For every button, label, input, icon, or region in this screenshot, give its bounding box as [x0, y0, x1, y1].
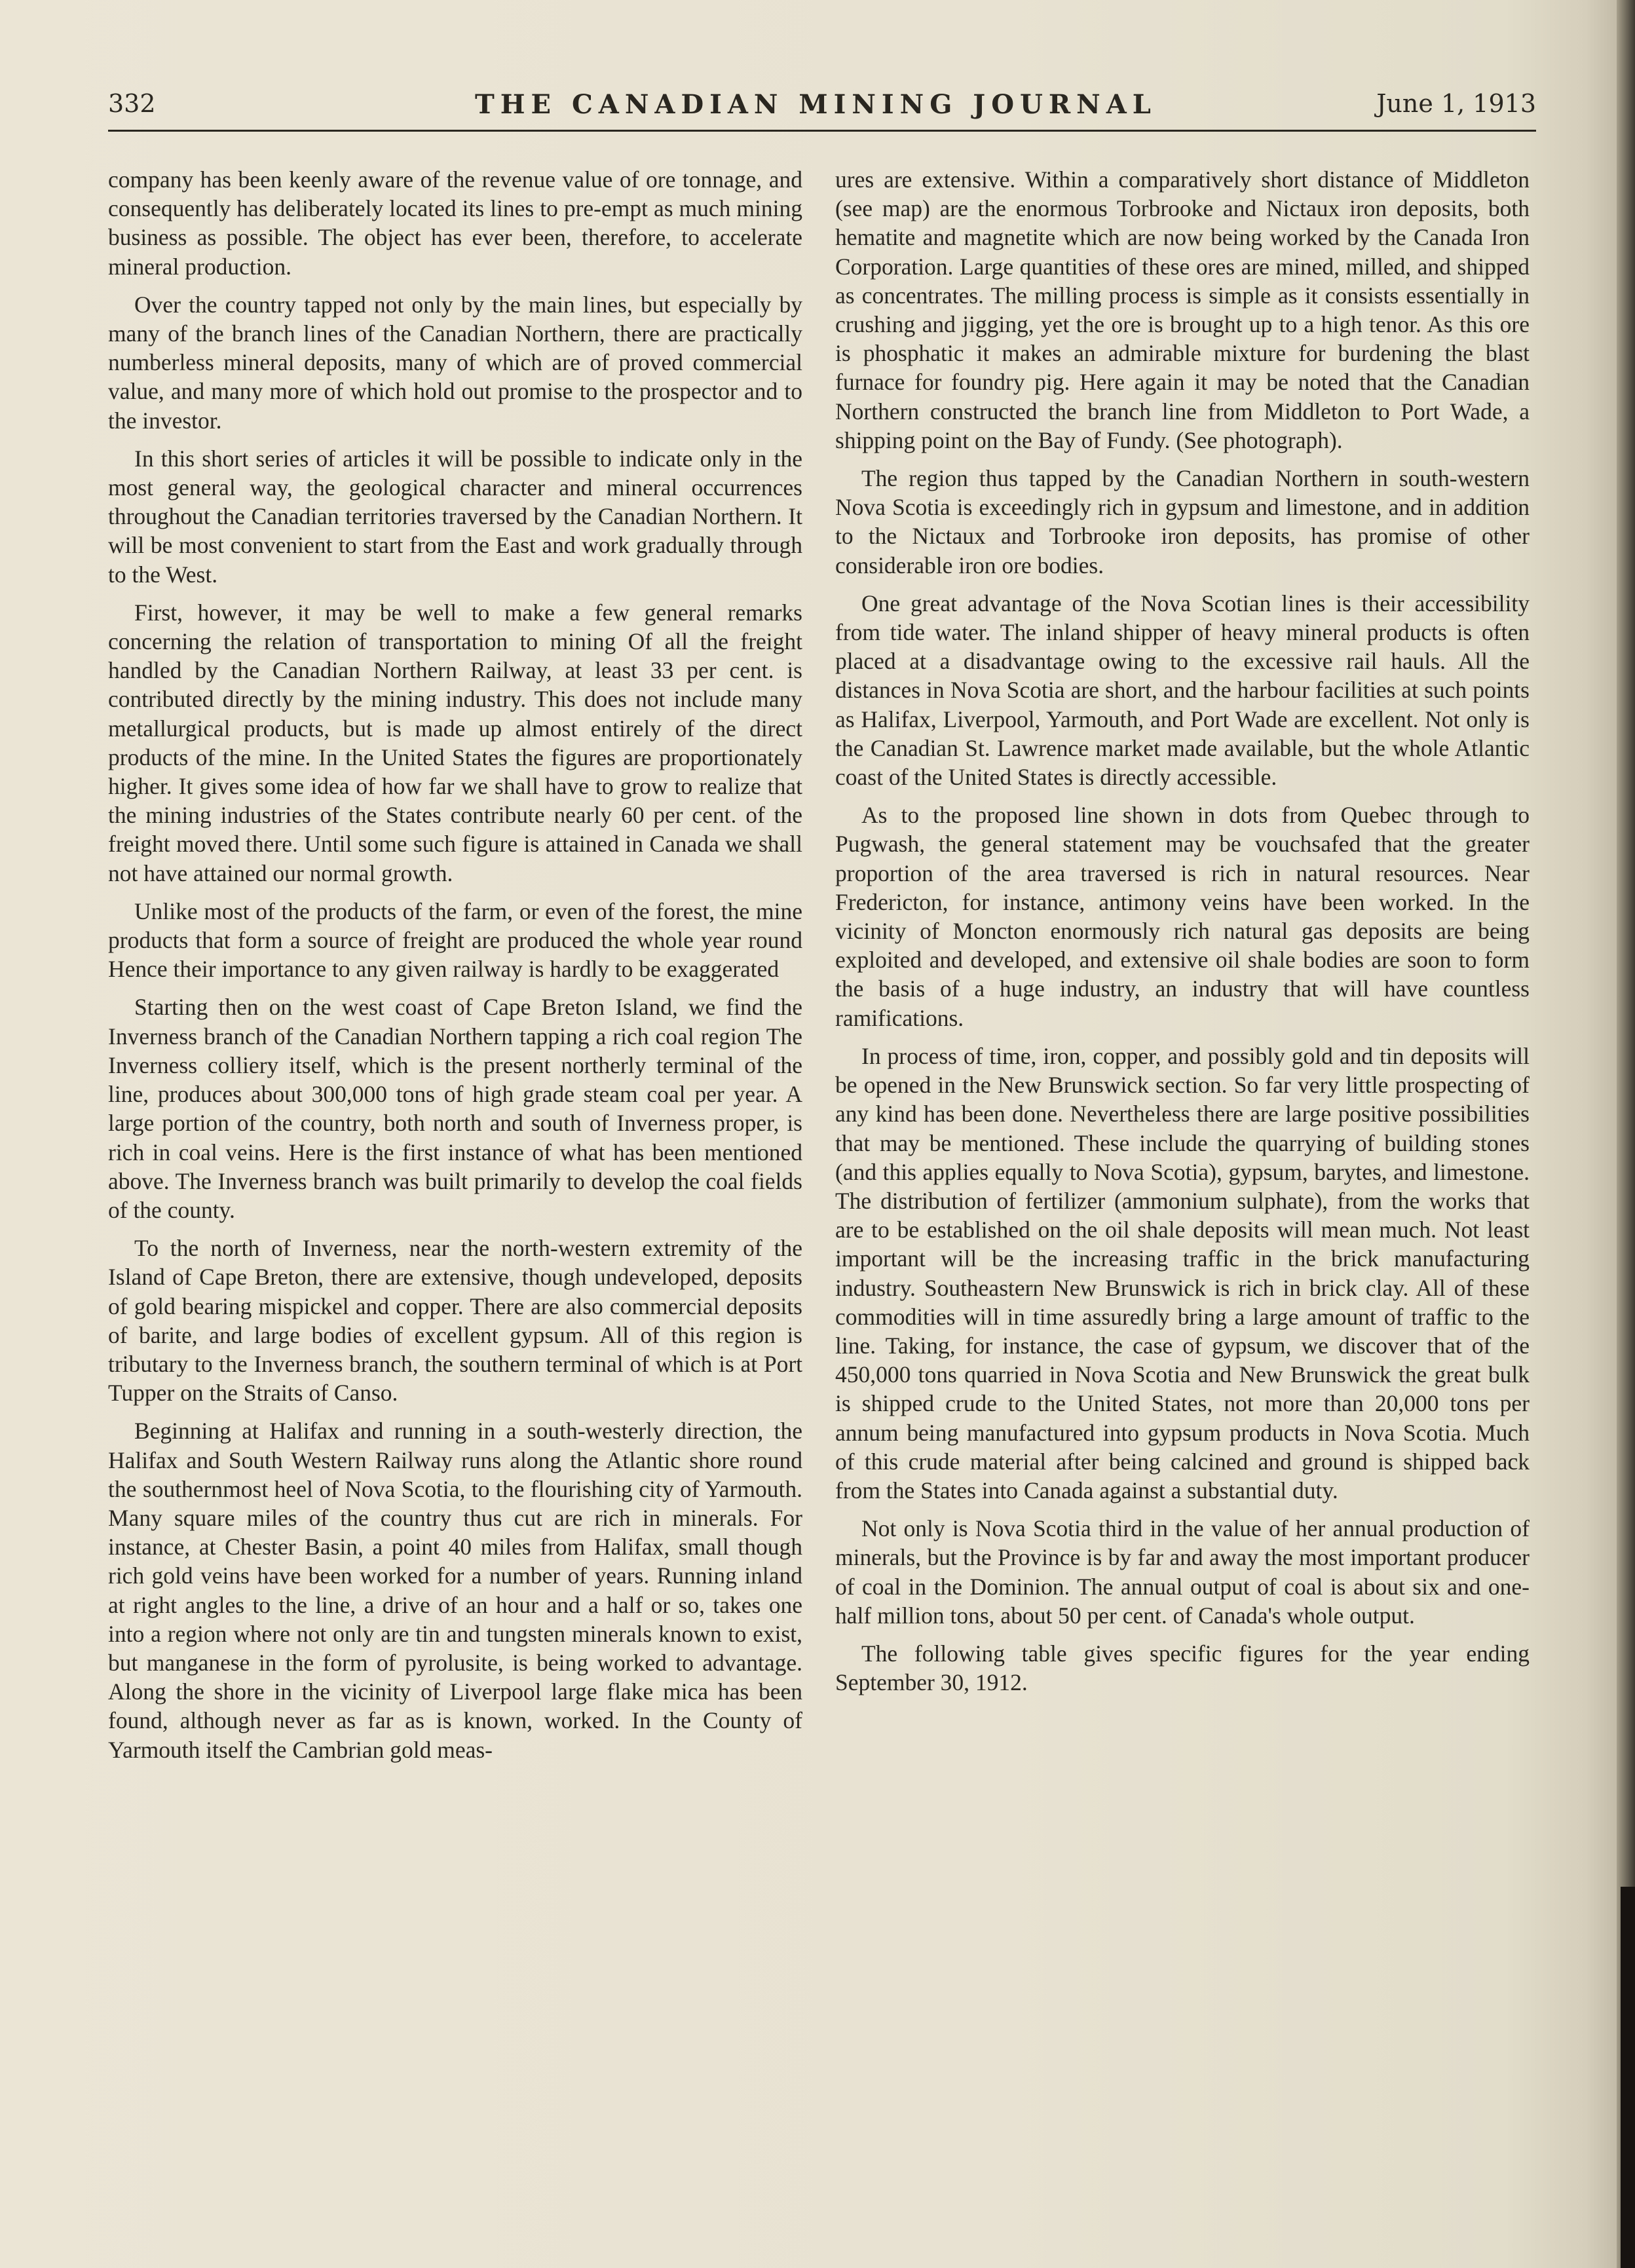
paragraph: As to the proposed line shown in dots from Quebec through to Pugwash, the general statement may be vouchsafed that the greater proportion of the area traversed is rich in natural resources. Near Fredericton, for instance, antimony veins have been worked. In the vicinity of Moncton enormously rich natural gas deposits are being exploited and developed, and extensive oil shale bodies are soon to form the basis of a huge industry, an industry that will have countless ramifications.: [835, 802, 1530, 1031]
right-column: [835, 165, 1530, 1706]
paragraph: company has been keenly aware of the revenue value of ore tonnage, and consequently has deliberately located its lines to pre-empt as much mining business as possible. The object has ever been, therefore, to accelerate mineral production.: [108, 166, 802, 280]
paragraph: ures are extensive. Within a comparatively short distance of Middleton (see map) are the enormous Torbrooke and Nictaux iron deposits, both hematite and magnetite which are now being worked by the Canada Iron Corporation. Large quantities of these ores are mined, milled, and shipped as concentrates. The milling process is simple as it consists essentially in crushing and jigging, yet the ore is brought up to a high tenor. As this ore is phosphatic it makes an admirable mixture for burdening the blast furnace for foundry pig. Here again it may be noted that the Canadian Northern constructed the branch line from Middleton to Port Wade, a shipping point on the Bay of Fundy. (See photograph).: [835, 166, 1530, 453]
paragraph: Starting then on the west coast of Cape Breton Island, we find the Inverness branch of the Canadian Northern tapping a rich coal region The Inverness colliery itself, which is the present northerly terminal of the line, produces about 300,000 tons of high grade steam coal per year. A large portion of the country, both north and south of Inverness proper, is rich in coal veins. Here is the first instance of what has been mentioned above. The Inverness branch was built primarily to develop the coal fields of the county.: [108, 994, 802, 1223]
book-binding-edge: [1621, 1887, 1635, 2268]
running-header: [108, 89, 1536, 128]
issue-date: June 1, 1913: [1376, 89, 1536, 118]
paragraph: In this short series of articles it will be possible to indicate only in the most general way, the geological character and mineral occurrences throughout the Canadian territories traversed by the Canadian Northern. It will be most convenient to start from the East and work gradually through to the West.: [108, 445, 802, 588]
paragraph: To the north of Inverness, near the north-western extremity of the Island of Cape Breton, there are extensive, though undeveloped, deposits of gold bearing mispickel and copper. There are also commercial deposits of barite, and large bodies of excellent gypsum. All of this region is tributary to the Inverness branch, the southern terminal of which is at Port Tupper on the Straits of Canso.: [108, 1235, 802, 1407]
paragraph: Unlike most of the products of the farm, or even of the forest, the mine products that form a source of freight are produced the whole year round Hence their importance to any given railway is hardly to be exaggerated: [108, 898, 802, 983]
paragraph: Beginning at Halifax and running in a south-westerly direction, the Halifax and South Western Railway runs along the Atlantic shore round the southernmost heel of Nova Scotia, to the flourishing city of Yarmouth. Many square miles of the country thus cut are rich in minerals. For instance, at Chester Basin, a point 40 miles from Halifax, small though rich gold veins have been worked for a number of years. Running inland at right angles to the line, a drive of an hour and a half or so, takes one into a region where not only are tin and tungsten minerals known to exist, but manganese in the form of pyrolusite, is being worked to advantage. Along the shore in the vicinity of Liverpool large flake mica has been found, although never as far as is known, worked. In the County of Yarmouth itself the Cambrian gold meas-: [108, 1418, 802, 1763]
paragraph: One great advantage of the Nova Scotian lines is their accessibility from tide water. The inland shipper of heavy mineral products is often placed at a disadvantage owing to the excessive rail hauls. All the distances in Nova Scotia are short, and the harbour facilities at such points as Halifax, Liverpool, Yarmouth, and Port Wade are excellent. Not only is the Canadian St. Lawrence market made available, but the whole Atlantic coast of the United States is directly accessible.: [835, 590, 1530, 791]
paragraph: Over the country tapped not only by the main lines, but especially by many of the branch lines of the Canadian Northern, there are practically numberless mineral deposits, many of which are of proved commercial value, and many more of which hold out promise to the prospector and to the investor.: [108, 291, 802, 434]
paragraph: The region thus tapped by the Canadian Northern in south-western Nova Scotia is exceedingly rich in gypsum and limestone, and in addition to the Nictaux and Torbrooke iron deposits, has promise of other considerable iron ore bodies.: [835, 465, 1530, 578]
paragraph: First, however, it may be well to make a few general remarks concerning the relation of transportation to mining Of all the freight handled by the Canadian Northern Railway, at least 33 per cent. is contributed directly by the mining industry. This does not include many metallurgical products, but is made up almost entirely of the direct products of the mine. In the United States the figures are proportionately higher. It gives some idea of how far we shall have to grow to realize that the mining industries of the States contribute nearly 60 per cent. of the freight moved there. Until some such figure is attained in Canada we shall not have attained our normal growth.: [108, 599, 802, 886]
journal-title: THE CANADIAN MINING JOURNAL: [475, 89, 1157, 120]
page-number: 332: [108, 89, 156, 118]
header-rule: [108, 130, 1536, 132]
left-column: [108, 165, 802, 1773]
paragraph: The following table gives specific figures for the year ending September 30, 1912.: [835, 1640, 1530, 1696]
paragraph: In process of time, iron, copper, and possibly gold and tin deposits will be opened in the New Brunswick section. So far very little prospecting of any kind has been done. Nevertheless there are large positive possibilities that may be mentioned. These include the quarrying of building stones (and this applies equally to Nova Scotia), gypsum, barytes, and limestone. The distribution of fertilizer (ammonium sulphate), from the works that are to be established on the oil shale deposits will mean much. Not least important will be the increasing traffic in the brick manufacturing industry. Southeastern New Brunswick is rich in brick clay. All of these commodities will in time assuredly bring a large amount of traffic to the line. Taking, for instance, the case of gypsum, we discover that of the 450,000 tons quarried in Nova Scotia and New Brunswick the great bulk is shipped crude to the United States, not more than 20,000 tons per annum being manufactured into gypsum products in Nova Scotia. Much of this crude material after being calcined and ground is shipped back from the States into Canada against a substantial duty.: [835, 1042, 1530, 1503]
paragraph: Not only is Nova Scotia third in the value of her annual production of minerals, but the Province is by far and away the most important producer of coal in the Dominion. The annual output of coal is about six and one-half million tons, about 50 per cent. of Canada's whole output.: [835, 1515, 1530, 1629]
